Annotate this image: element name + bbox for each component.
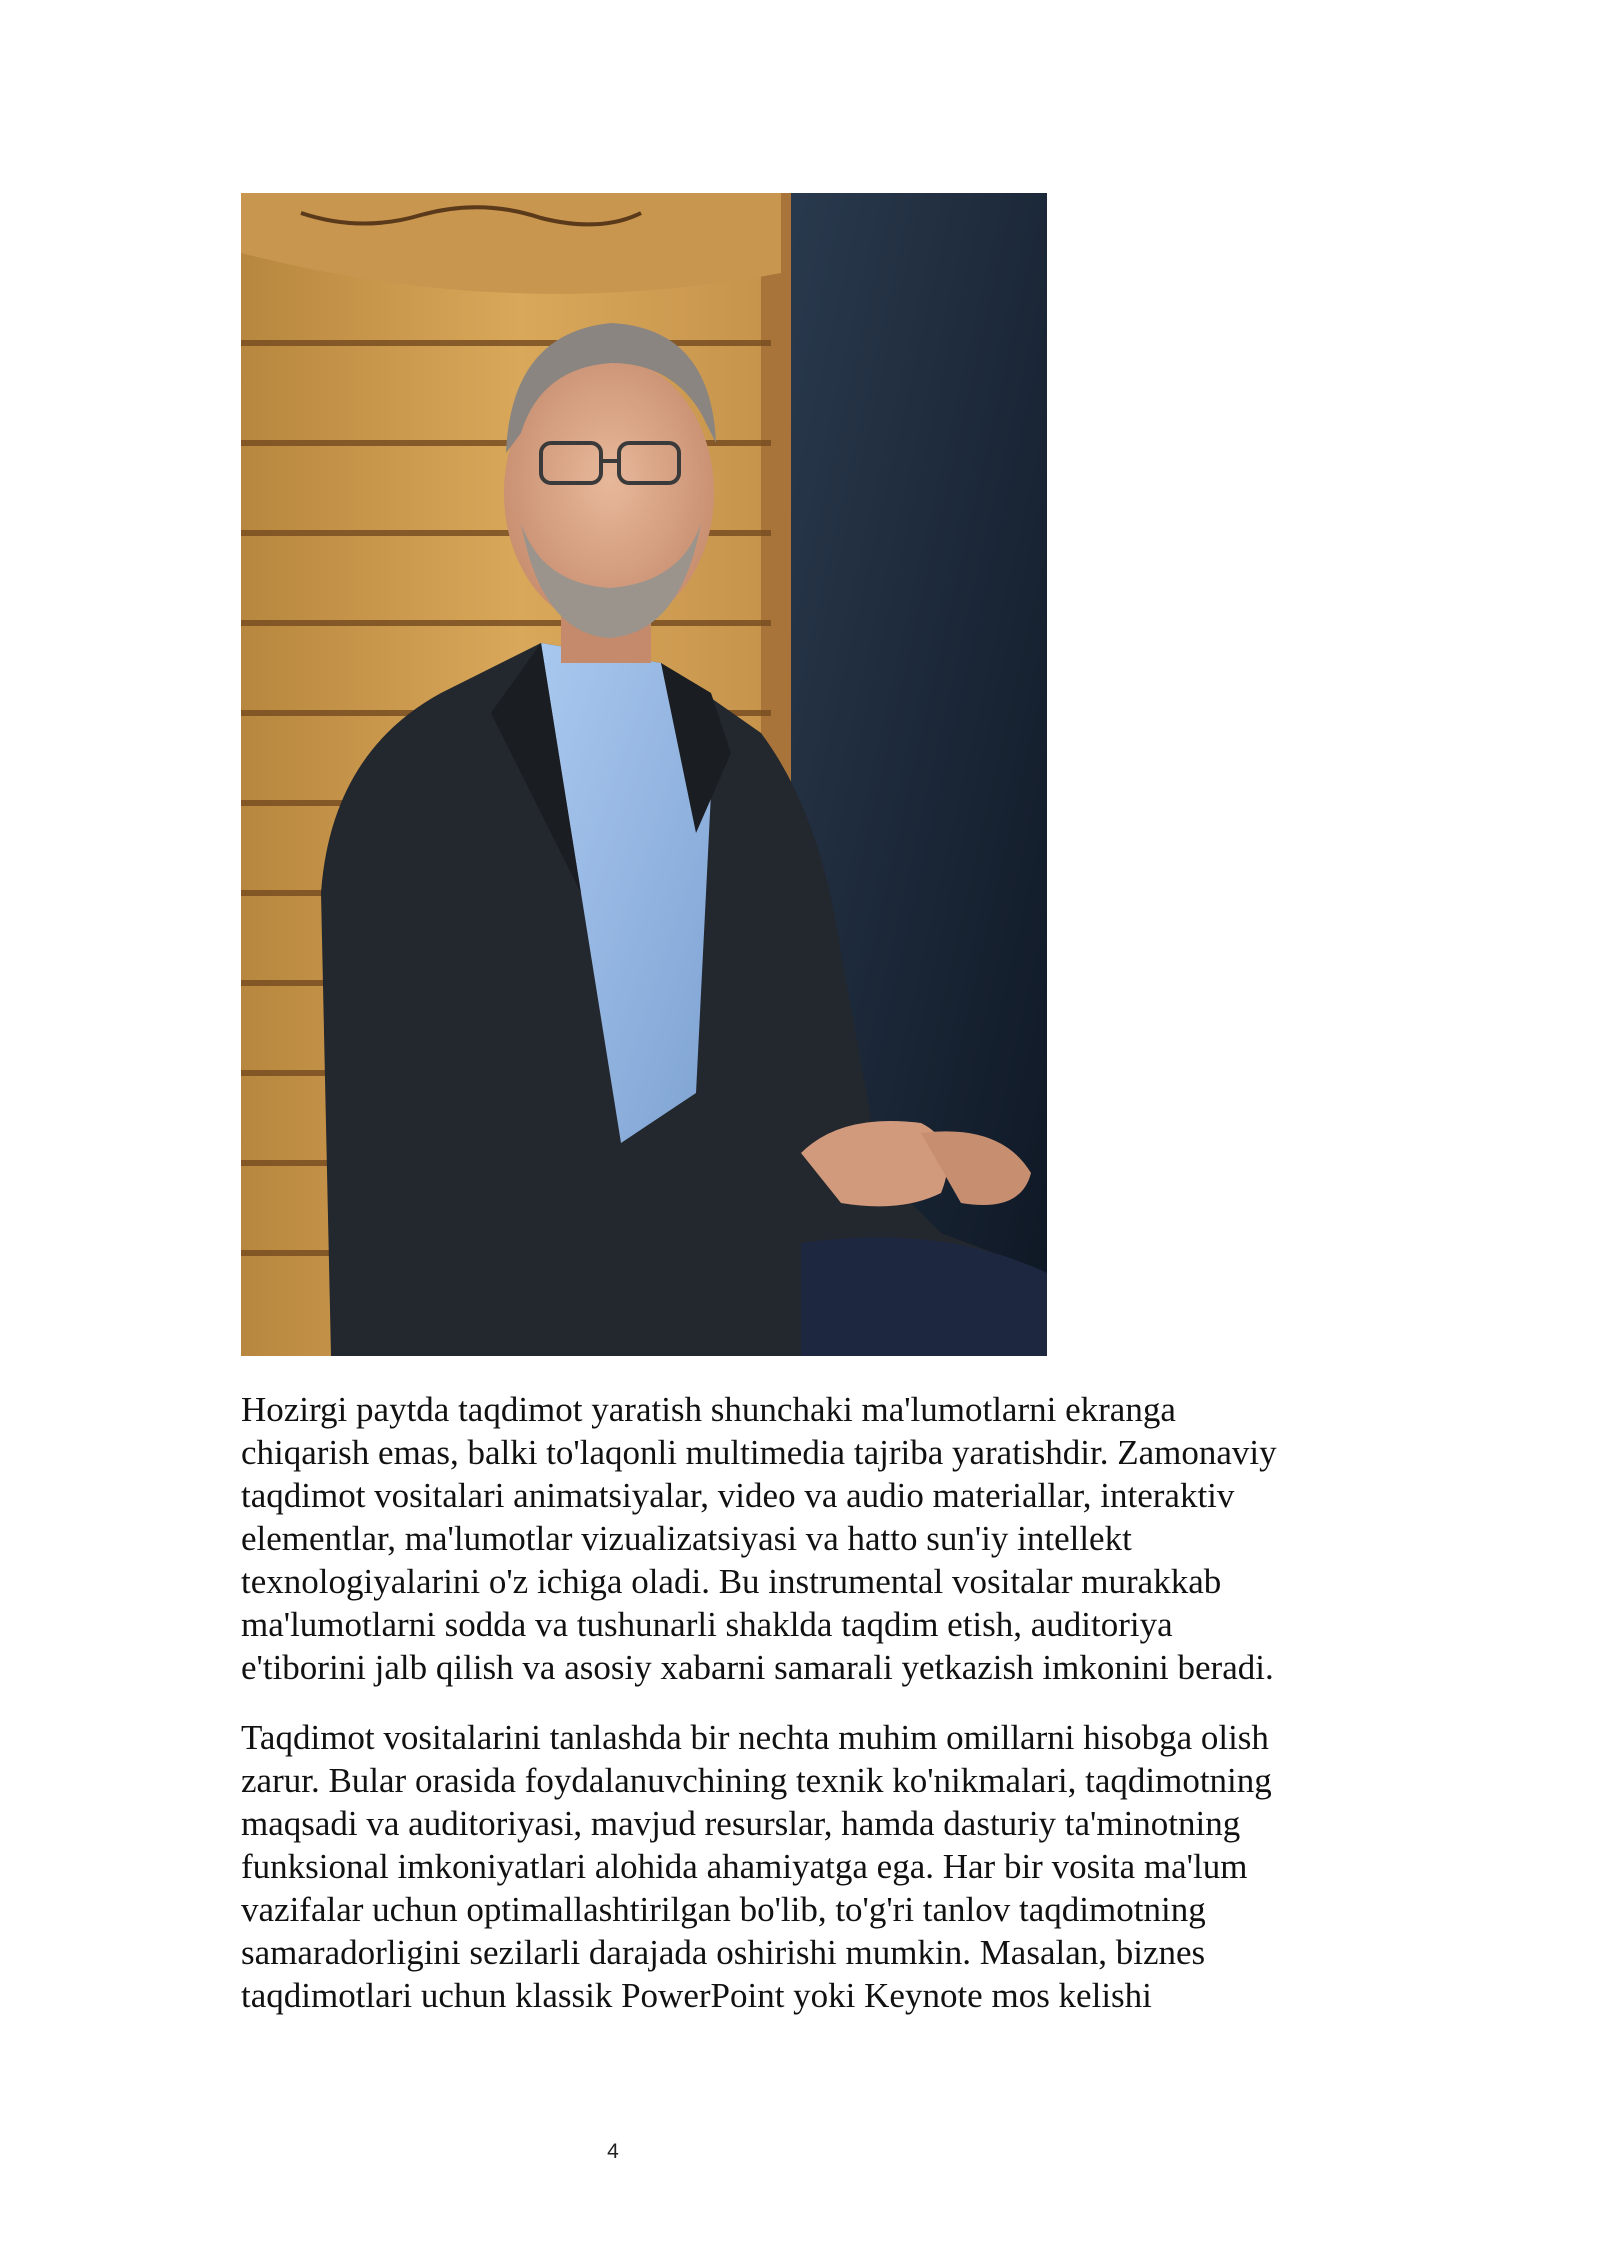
paragraph-line: texnologiyalarini o'z ichiga oladi. Bu instrumental vositalar murakkab bbox=[241, 1562, 1222, 1601]
paragraph-line: elementlar, ma'lumotlar vizualizatsiyasi va hatto sun'iy intellekt bbox=[241, 1519, 1132, 1558]
paragraph-1 bbox=[241, 1388, 1391, 1689]
paragraph-line: maqsadi va auditoriyasi, mavjud resurslar, hamda dasturiy ta'minotning bbox=[241, 1804, 1241, 1843]
page-number: 4 bbox=[607, 2140, 619, 2163]
portrait-photo bbox=[241, 193, 1047, 1356]
paragraph-line: vazifalar uchun optimallashtirilgan bo'lib, to'g'ri tanlov taqdimotning bbox=[241, 1890, 1206, 1929]
portrait-illustration bbox=[241, 193, 1047, 1356]
paragraph-line: taqdimotlari uchun klassik PowerPoint yoki Keynote mos kelishi bbox=[241, 1976, 1152, 2015]
paragraph-line: chiqarish emas, balki to'laqonli multimedia tajriba yaratishdir. Zamonaviy bbox=[241, 1433, 1277, 1472]
paragraph-line: funksional imkoniyatlari alohida ahamiyatga ega. Har bir vosita ma'lum bbox=[241, 1847, 1248, 1886]
body-text bbox=[241, 1388, 1391, 2044]
paragraph-line: ma'lumotlarni sodda va tushunarli shaklda taqdim etish, auditoriya bbox=[241, 1605, 1173, 1644]
paragraph-line: e'tiborini jalb qilish va asosiy xabarni samarali yetkazish imkonini beradi. bbox=[241, 1648, 1274, 1687]
paragraph-line: zarur. Bular orasida foydalanuvchining texnik ko'nikmalari, taqdimotning bbox=[241, 1761, 1272, 1800]
paragraph-line: Taqdimot vositalarini tanlashda bir nechta muhim omillarni hisobga olish bbox=[241, 1718, 1269, 1757]
paragraph-2 bbox=[241, 1716, 1391, 2017]
paragraph-line: taqdimot vositalari animatsiyalar, video va audio materiallar, interaktiv bbox=[241, 1476, 1235, 1515]
paragraph-line: Hozirgi paytda taqdimot yaratish shunchaki ma'lumotlarni ekranga bbox=[241, 1390, 1176, 1429]
paragraph-line: samaradorligini sezilarli darajada oshirishi mumkin. Masalan, biznes bbox=[241, 1933, 1206, 1972]
